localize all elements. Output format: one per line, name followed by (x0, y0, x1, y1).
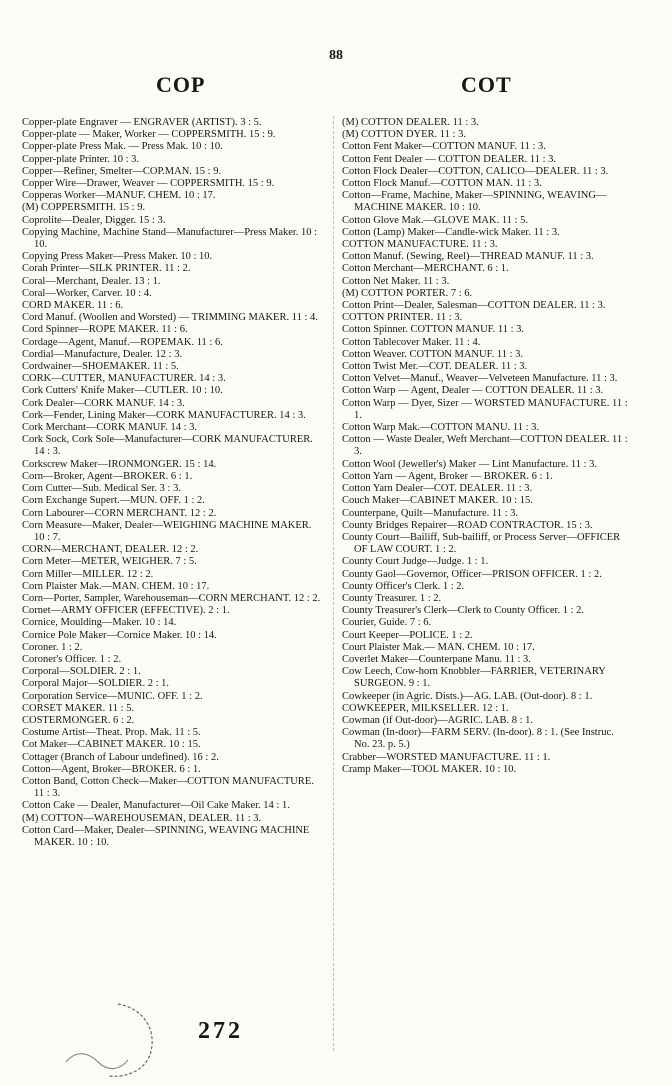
index-entry: Corn Miller—MILLER. 12 : 2. (22, 568, 154, 580)
index-entry: Cotton—Frame, Machine, Maker—SPINNING, WEAVING—MACHINE MAKER. 10 : 10. (342, 190, 607, 214)
index-entry: Corn Meter—METER, WEIGHER. 7 : 5. (22, 556, 197, 568)
index-entry: COTTON MANUFACTURE. 11 : 3. (342, 239, 498, 251)
index-entry: (M) COTTON PORTER. 7 : 6. (342, 287, 473, 299)
index-entry: (M) COPPERSMITH. 15 : 9. (22, 202, 146, 214)
index-entry: Coverlet Maker—Counterpane Manu. 11 : 3. (342, 653, 531, 665)
index-entry: Cordwainer—SHOEMAKER. 11 : 5. (22, 361, 179, 373)
index-entry: Corn—Broker, Agent—BROKER. 6 : 1. (22, 470, 193, 482)
index-entry: Cowman (In-door)—FARM SERV. (In-door). 8 : 1. (See Instruc. No. 23. p. 5.) (342, 727, 614, 751)
index-entry: Couch Maker—CABINET MAKER. 10 : 15. (342, 495, 533, 507)
index-entry: Coprolite—Dealer, Digger. 15 : 3. (22, 214, 166, 226)
index-entry: (M) COTTON DEALER. 11 : 3. (342, 117, 479, 128)
index-entry: Cotton Weaver. COTTON MANUF. 11 : 3. (342, 348, 523, 360)
index-entry: Cork—Fender, Lining Maker—CORK MANUFACTURER. 14 : 3. (22, 409, 306, 421)
guide-word-left: COP (156, 72, 206, 97)
index-entry: Cotton Yarn — Agent, Broker — BROKER. 6 : 1. (342, 470, 553, 482)
index-entry: Copper-plate Printer. 10 : 3. (22, 153, 140, 165)
index-entry: Cowkeeper (in Agric. Dists.)—AG. LAB. (Out-door). 8 : 1. (342, 690, 593, 702)
index-entry: Cotton Card—Maker, Dealer—SPINNING, WEAVING MACHINE MAKER. 10 : 10. (22, 824, 310, 848)
index-entry: County Gaol—Governor, Officer—PRISON OFFICER. 1 : 2. (342, 568, 602, 580)
index-entry: Court Plaister Mak.— MAN. CHEM. 10 : 17. (342, 641, 535, 653)
index-entry: Copper-plate Engraver — ENGRAVER (ARTIST). 3 : 5. (22, 117, 262, 128)
index-entry: Corah Printer—SILK PRINTER. 11 : 2. (22, 263, 191, 275)
index-entry: Court Keeper—POLICE. 1 : 2. (342, 629, 473, 641)
index-entry: Corn Measure—Maker, Dealer—WEIGHING MACHINE MAKER. 10 : 7. (22, 519, 312, 543)
index-entry: Cotton Wool (Jeweller's) Maker — Lint Manufacture. 11 : 3. (342, 458, 598, 470)
index-entry: Coral—Worker, Carver. 10 : 4. (22, 287, 152, 299)
index-entry: Cotton Flock Manuf.—COTTON MAN. 11 : 3. (342, 178, 542, 190)
index-entry: Corkscrew Maker—IRONMONGER. 15 : 14. (22, 458, 217, 470)
index-entry: Cordial—Manufacture, Dealer. 12 : 3. (22, 348, 183, 360)
index-entry: Coroner's Officer. 1 : 2. (22, 653, 122, 665)
index-entry: Corn Labourer—CORN MERCHANT. 12 : 2. (22, 507, 217, 519)
index-entry: Cotton Band, Cotton Check—Maker—COTTON MANUFACTURE. 11 : 3. (22, 775, 314, 800)
index-entry: Counterpane, Quilt—Manufacture. 11 : 3. (342, 507, 519, 519)
index-entry: Cowman (if Out-door)—AGRIC. LAB. 8 : 1. (342, 714, 534, 726)
index-entry: Cotton Warp Mak.—COTTON MANU. 11 : 3. (342, 422, 539, 434)
index-entry: Cotton Warp — Dyer, Sizer — WORSTED MANUFACTURE. 11 : 1. (342, 397, 628, 421)
index-entry: Cordage—Agent, Manuf.—ROPEMAK. 11 : 6. (22, 336, 223, 348)
index-entry: Courier, Guide. 7 : 6. (342, 617, 432, 629)
index-entry: Copying Machine, Machine Stand—Manufacturer—Press Maker. 10 : 10. (22, 226, 318, 251)
index-entry: Corporal—SOLDIER. 2 : 1. (22, 666, 141, 678)
index-entry: Corporal Major—SOLDIER. 2 : 1. (22, 678, 169, 690)
index-entry: Cotton Velvet—Manuf., Weaver—Velveteen Manufacture. 11 : 3. (342, 373, 618, 385)
index-entry: County Court—Bailiff, Sub-bailiff, or Process Server—OFFICER OF LAW COURT. 1 : 2. (342, 531, 621, 556)
index-entry: Coral—Merchant, Dealer. 13 : 1. (22, 275, 161, 287)
guide-word-right: COT (461, 72, 512, 97)
index-entry: Copying Press Maker—Press Maker. 10 : 10. (22, 251, 213, 263)
index-entry: Cramp Maker—TOOL MAKER. 10 : 10. (342, 763, 517, 775)
index-entry: Cotton Tablecover Maker. 11 : 4. (342, 336, 481, 348)
index-entry: County Bridges Repairer—ROAD CONTRACTOR. 15 : 3. (342, 519, 593, 531)
index-entry: County Treasurer. 1 : 2. (342, 592, 442, 604)
index-entry: County Officer's Clerk. 1 : 2. (342, 580, 465, 592)
index-entry: CORN—MERCHANT, DEALER. 12 : 2. (22, 544, 199, 556)
index-entry: Cotton Spinner. COTTON MANUF. 11 : 3. (342, 324, 525, 336)
index-entry: Cork Dealer—CORK MANUF. 14 : 3. (22, 397, 185, 409)
index-entry: COWKEEPER, MILKSELLER. 12 : 1. (342, 702, 509, 714)
index-entry: COTTON PRINTER. 11 : 3. (342, 312, 463, 324)
page-number: 88 (329, 48, 343, 63)
index-entry: Cotton Glove Mak.—GLOVE MAK. 11 : 5. (342, 214, 528, 226)
index-entry: Crabber—WORSTED MANUFACTURE. 11 : 1. (342, 751, 551, 763)
index-entry: Copperas Worker—MANUF. CHEM. 10 : 17. (22, 190, 216, 202)
index-entry: Coroner. 1 : 2. (22, 641, 83, 653)
index-entry: Cotton Warp — Agent, Dealer — COTTON DEALER. 11 : 3. (342, 385, 604, 397)
index-entry: Corporation Service—MUNIC. OFF. 1 : 2. (22, 690, 203, 702)
right-column (342, 117, 630, 776)
index-entry: COSTERMONGER. 6 : 2. (22, 714, 135, 726)
index-entry: Corn—Porter, Sampler, Warehouseman—CORN MERCHANT. 12 : 2. (22, 592, 321, 604)
index-entry: Cork Cutters' Knife Maker—CUTLER. 10 : 10. (22, 385, 223, 397)
index-entry: CORD MAKER. 11 : 6. (22, 300, 124, 312)
index-entry: Cord Spinner—ROPE MAKER. 11 : 6. (22, 324, 188, 336)
handwritten-page-number: 272 (198, 1018, 243, 1044)
left-column (22, 117, 324, 849)
index-entry: Cotton—Agent, Broker—BROKER. 6 : 1. (22, 763, 201, 775)
index-entry: Cotton Net Maker. 11 : 3. (342, 275, 450, 287)
index-entry: Cotton Fent Maker—COTTON MANUF. 11 : 3. (342, 141, 546, 153)
index-entry: Cotton Twist Mer.—COT. DEALER. 11 : 3. (342, 361, 528, 373)
index-entry: Cottager (Branch of Labour undefined). 16 : 2. (22, 751, 219, 763)
index-entry: Cord Manuf. (Woollen and Worsted) — TRIMMING MAKER. 11 : 4. (22, 312, 318, 324)
index-entry: (M) COTTON DYER. 11 : 3. (342, 129, 466, 141)
index-entry: Cotton Manuf. (Sewing, Reel)—THREAD MANUF. 11 : 3. (342, 251, 594, 263)
index-entry: County Treasurer's Clerk—Clerk to County Officer. 1 : 2. (342, 605, 585, 617)
index-entry: Cotton Yarn Dealer—COT. DEALER. 11 : 3. (342, 483, 533, 495)
index-entry: Cornet—ARMY OFFICER (EFFECTIVE). 2 : 1. (22, 605, 230, 617)
column-divider (333, 116, 334, 1051)
index-entry: Cotton Cake — Dealer, Manufacturer—Oil Cake Maker. 14 : 1. (22, 800, 290, 812)
index-entry: Cot Maker—CABINET MAKER. 10 : 15. (22, 739, 201, 751)
index-entry: Costume Artist—Theat. Prop. Mak. 11 : 5. (22, 727, 201, 739)
index-entry: Cork Sock, Cork Sole—Manufacturer—CORK MANUFACTURER. 14 : 3. (22, 434, 313, 458)
index-entry: County Court Judge—Judge. 1 : 1. (342, 556, 489, 568)
index-entry: Copper Wire—Drawer, Weaver — COPPERSMITH. 15 : 9. (22, 178, 275, 190)
index-entry: Cornice Pole Maker—Cornice Maker. 10 : 14. (22, 629, 217, 641)
index-entry: Cow Leech, Cow-horn Knobbler—FARRIER, VETERINARY SURGEON. 9 : 1. (342, 666, 606, 690)
index-entry: Copper—Refiner, Smelter—COP.MAN. 15 : 9. (22, 165, 222, 177)
index-entry: Cotton Flock Dealer—COTTON, CALICO—DEALER. 11 : 3. (342, 165, 609, 177)
index-entry: Cotton Merchant—MERCHANT. 6 : 1. (342, 263, 509, 275)
index-entry: Cotton (Lamp) Maker—Candle-wick Maker. 11 : 3. (342, 226, 560, 238)
index-entry: CORK—CUTTER, MANUFACTURER. 14 : 3. (22, 373, 226, 385)
index-entry: Copper-plate Press Mak. — Press Mak. 10 : 10. (22, 141, 223, 153)
index-entry: Corn Cutter—Sub. Medical Ser. 3 : 3. (22, 483, 181, 495)
index-entry: Cornice, Moulding—Maker. 10 : 14. (22, 617, 177, 629)
index-entry: Copper-plate — Maker, Worker — COPPERSMITH. 15 : 9. (22, 129, 276, 141)
index-entry: Cork Merchant—CORK MANUF. 14 : 3. (22, 422, 198, 434)
index-entry: Cotton — Waste Dealer, Weft Merchant—COTTON DEALER. 11 : 3. (342, 434, 628, 458)
index-entry: Corn Exchange Supert.—MUN. OFF. 1 : 2. (22, 495, 205, 507)
index-entry: Cotton Print—Dealer, Salesman—COTTON DEALER. 11 : 3. (342, 300, 606, 312)
index-entry: (M) COTTON—WAREHOUSEMAN, DEALER. 11 : 3. (22, 812, 262, 824)
pencil-mark-sketch (58, 1000, 168, 1082)
index-entry: CORSET MAKER. 11 : 5. (22, 702, 135, 714)
index-entry: Cotton Fent Dealer — COTTON DEALER. 11 : 3. (342, 153, 557, 165)
index-entry: Corn Plaister Mak.—MAN. CHEM. 10 : 17. (22, 580, 210, 592)
